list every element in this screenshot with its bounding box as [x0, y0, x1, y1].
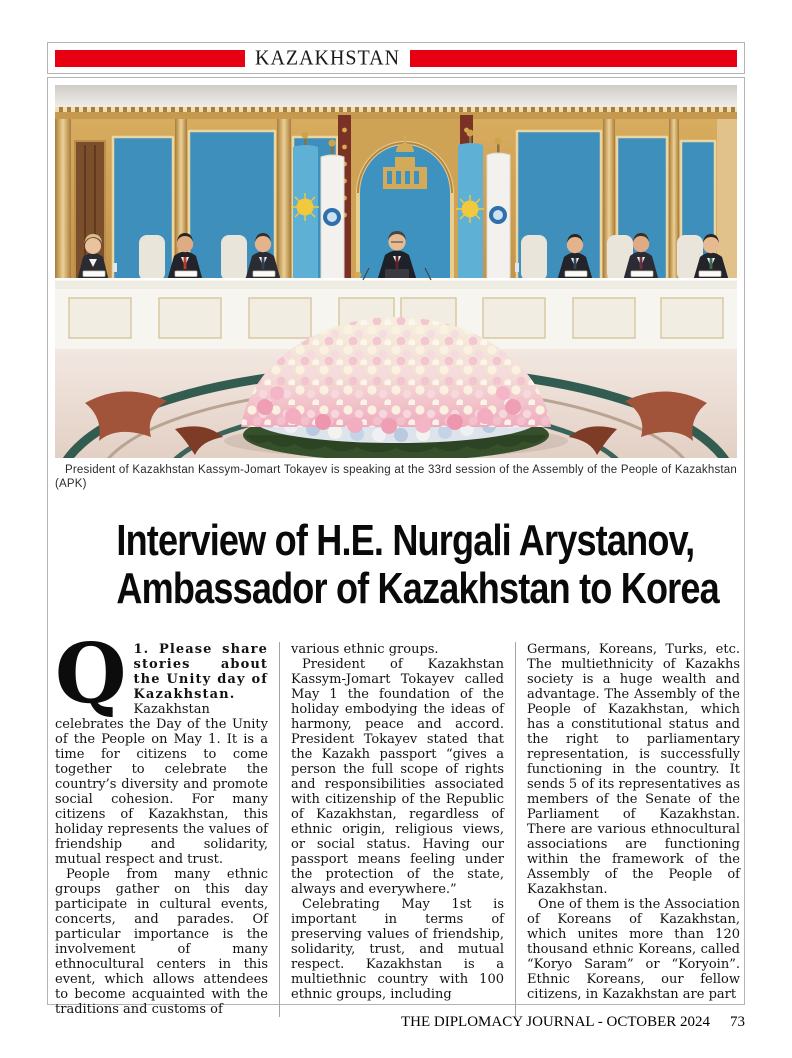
kazakhstan-flag-2	[456, 143, 484, 286]
ceiling	[55, 85, 737, 107]
assembly-session-photo	[55, 85, 737, 458]
assembly-session-illustration	[55, 85, 737, 458]
flag-group-left	[291, 132, 344, 288]
dropcap-q: Q	[55, 626, 128, 723]
page-number: 73	[730, 1014, 745, 1030]
journal-name: THE DIPLOMACY JOURNAL - OCTOBER 2024	[400, 1014, 710, 1030]
paragraph: Celebrating May 1st is important in terms of preserving values of friendship, solidarity, trust, and mutual respect. Kazakhstan is a multiethnic country with 100 ethnic groups, including	[291, 897, 504, 1003]
headline-line-1: Interview of H.E. Nurgali Arystanov,	[116, 516, 695, 565]
section-title: KAZAKHSTAN	[255, 45, 401, 70]
article-frame	[47, 77, 745, 1018]
interview-question	[55, 626, 268, 723]
apk-flag	[321, 155, 344, 286]
cornice-dentils	[55, 107, 737, 112]
paragraph: One of them is the Association of Koreans of Kazakhstan, which unites more than 120 thousand ethnic Koreans, called “Koryo Saram” or “Koryoin”. Ethnic Koreans, our fellow citizens, in Kazakhstan are part	[527, 897, 740, 1003]
header-red-bar-right	[410, 50, 737, 67]
article-headline	[55, 517, 737, 613]
apk-flag-2	[487, 153, 510, 286]
headline-line-2: Ambassador of Kazakhstan to Korea	[116, 564, 719, 613]
column-1	[55, 626, 268, 1018]
paragraph: Germans, Koreans, Turks, etc. The multiethnicity of Kazakhs society is a huge wealth and advantage. The Assembly of the People of Kazakhstan, which has a constitutional status and the right to parliamentary representation, is successfully functioning in the country. It sends 5 of its representatives as members of the Senate of the Parliament of Kazakhstan. There are various ethnocultural associations are functioning within the framework of the Assembly of the People of Kazakhstan.	[527, 642, 740, 898]
paragraph: various ethnic groups.	[291, 642, 439, 658]
photo-caption: President of Kazakhstan Kassym-Jomart Tokayev is speaking at the 33rd session of the Assembly of the People of Kazakhstan (APK)	[55, 464, 737, 490]
flag-group-right	[456, 130, 510, 288]
section-header	[47, 42, 745, 74]
paragraph: Kazakhstan celebrates the Day of the Unity of the People on May 1. It is a time for citizens to come together to celebrate the country’s diversity and promote social cohesion. For many citizens of Kazakhstan, this holiday represents the values of friendship and solidarity, mutual respect and trust.	[55, 702, 268, 868]
paragraph: People from many ethnic groups gather on this day participate in cultural events, concerts, and parades. Of particular importance is the involvement of many ethnocultural centers in this event, which allows attendees to become acquainted with the traditions and customs of	[55, 867, 268, 1018]
article-body	[55, 626, 740, 1018]
paragraph: President of Kazakhstan Kassym-Jomart Tokayev called May 1 the foundation of the holiday embodying the ideas of harmony, peace and accord. President Tokayev stated that the Kazakh passport “gives a person the full scope of rights and responsibilities associated with citizenship of the Republic of Kazakhstan, regardless of ethnic origin, religious views, or social status. Having our passport means feeling under the protection of the state, always and everywhere.”	[291, 657, 504, 898]
magazine-page	[47, 42, 745, 1031]
column-3	[515, 642, 740, 1017]
question-text: 1. Please share stories about the Unity day of Kazakhstan.	[133, 642, 268, 703]
column-2	[279, 642, 504, 1017]
kazakhstan-flag	[291, 145, 319, 284]
header-red-bar-left	[55, 50, 245, 67]
